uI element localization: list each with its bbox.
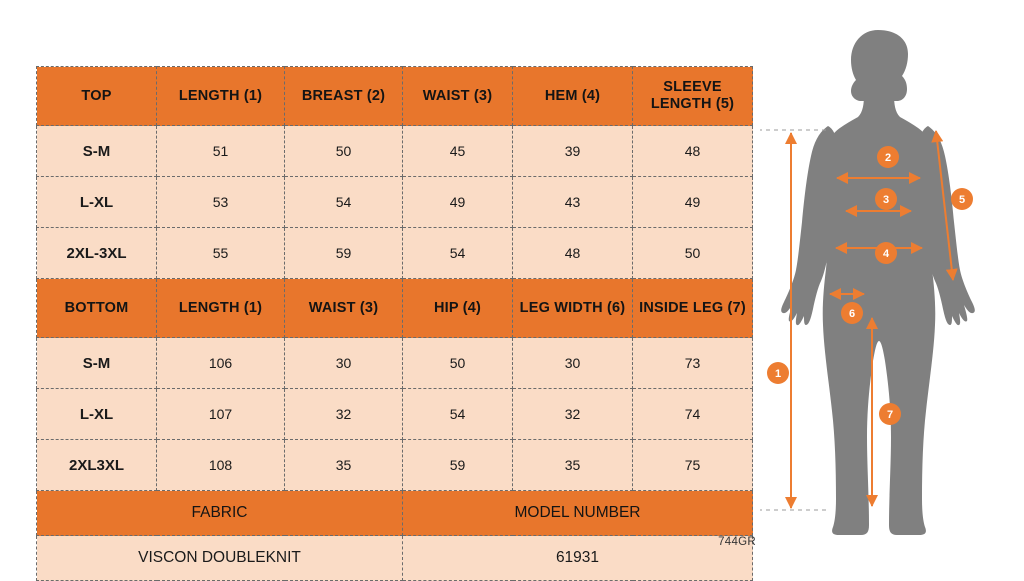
badge-3 [875, 188, 897, 210]
cell-leg-width: 35 [513, 440, 633, 491]
cell-sleeve-length: 48 [633, 126, 753, 177]
model-number-value: 61931 [403, 536, 753, 581]
top-header-cell-4: HEM (4) [513, 67, 633, 126]
svg-text:6: 6 [848, 308, 856, 320]
female-body-silhouette [781, 30, 975, 535]
svg-text:5: 5 [958, 194, 966, 206]
top-header-row [37, 67, 753, 126]
svg-text:3: 3 [882, 194, 890, 206]
bottom-header-cell-0: BOTTOM [37, 279, 157, 338]
cell-leg-width: 32 [513, 389, 633, 440]
cell-inside-leg: 75 [633, 440, 753, 491]
table-row [37, 338, 753, 389]
cell-breast: 54 [285, 177, 403, 228]
bottom-header-cell-5: INSIDE LEG (7) [633, 279, 753, 338]
row-size-label: S-M [37, 126, 157, 177]
cell-waist: 32 [285, 389, 403, 440]
table-row [37, 177, 753, 228]
row-size-label: 2XL3XL [37, 440, 157, 491]
bottom-header-cell-3: HIP (4) [403, 279, 513, 338]
style-code: 744GR [718, 536, 756, 548]
svg-text:1: 1 [774, 368, 782, 380]
cell-waist: 45 [403, 126, 513, 177]
cell-length: 55 [157, 228, 285, 279]
cell-breast: 50 [285, 126, 403, 177]
top-header-cell-3: WAIST (3) [403, 67, 513, 126]
bottom-header-cell-1: LENGTH (1) [157, 279, 285, 338]
top-header-cell-2: BREAST (2) [285, 67, 403, 126]
table-row [37, 440, 753, 491]
row-size-label: S-M [37, 338, 157, 389]
cell-inside-leg: 74 [633, 389, 753, 440]
fabric-value: VISCON DOUBLEKNIT [37, 536, 403, 581]
cell-waist: 49 [403, 177, 513, 228]
cell-hem: 43 [513, 177, 633, 228]
cell-hip: 54 [403, 389, 513, 440]
cell-hem: 39 [513, 126, 633, 177]
table-row [37, 126, 753, 177]
cell-waist: 30 [285, 338, 403, 389]
footer-value-row [37, 536, 753, 581]
badge-5 [951, 188, 973, 210]
svg-text:7: 7 [886, 409, 894, 421]
table-row [37, 389, 753, 440]
cell-waist: 54 [403, 228, 513, 279]
badge-6 [841, 302, 863, 324]
cell-length: 53 [157, 177, 285, 228]
svg-text:2: 2 [884, 152, 892, 164]
cell-leg-width: 30 [513, 338, 633, 389]
cell-waist: 35 [285, 440, 403, 491]
row-size-label: L-XL [37, 177, 157, 228]
top-header-cell-5: SLEEVE LENGTH (5) [633, 67, 753, 126]
measurement-figure [760, 18, 1024, 563]
badge-7 [879, 403, 901, 425]
bottom-header-row [37, 279, 753, 338]
cell-sleeve-length: 49 [633, 177, 753, 228]
cell-hem: 48 [513, 228, 633, 279]
fabric-label: FABRIC [37, 491, 403, 536]
badge-4 [875, 242, 897, 264]
cell-breast: 59 [285, 228, 403, 279]
size-chart-table [36, 66, 752, 581]
top-header-cell-1: LENGTH (1) [157, 67, 285, 126]
badge-1 [767, 362, 789, 384]
cell-length: 106 [157, 338, 285, 389]
svg-text:4: 4 [882, 248, 890, 260]
model-number-label: MODEL NUMBER [403, 491, 753, 536]
row-size-label: 2XL-3XL [37, 228, 157, 279]
table-row [37, 228, 753, 279]
cell-length: 107 [157, 389, 285, 440]
cell-hip: 50 [403, 338, 513, 389]
bottom-header-cell-4: LEG WIDTH (6) [513, 279, 633, 338]
top-header-cell-0: TOP [37, 67, 157, 126]
cell-length: 51 [157, 126, 285, 177]
cell-sleeve-length: 50 [633, 228, 753, 279]
cell-length: 108 [157, 440, 285, 491]
footer-header-row [37, 491, 753, 536]
badge-2 [877, 146, 899, 168]
cell-hip: 59 [403, 440, 513, 491]
row-size-label: L-XL [37, 389, 157, 440]
bottom-header-cell-2: WAIST (3) [285, 279, 403, 338]
cell-inside-leg: 73 [633, 338, 753, 389]
